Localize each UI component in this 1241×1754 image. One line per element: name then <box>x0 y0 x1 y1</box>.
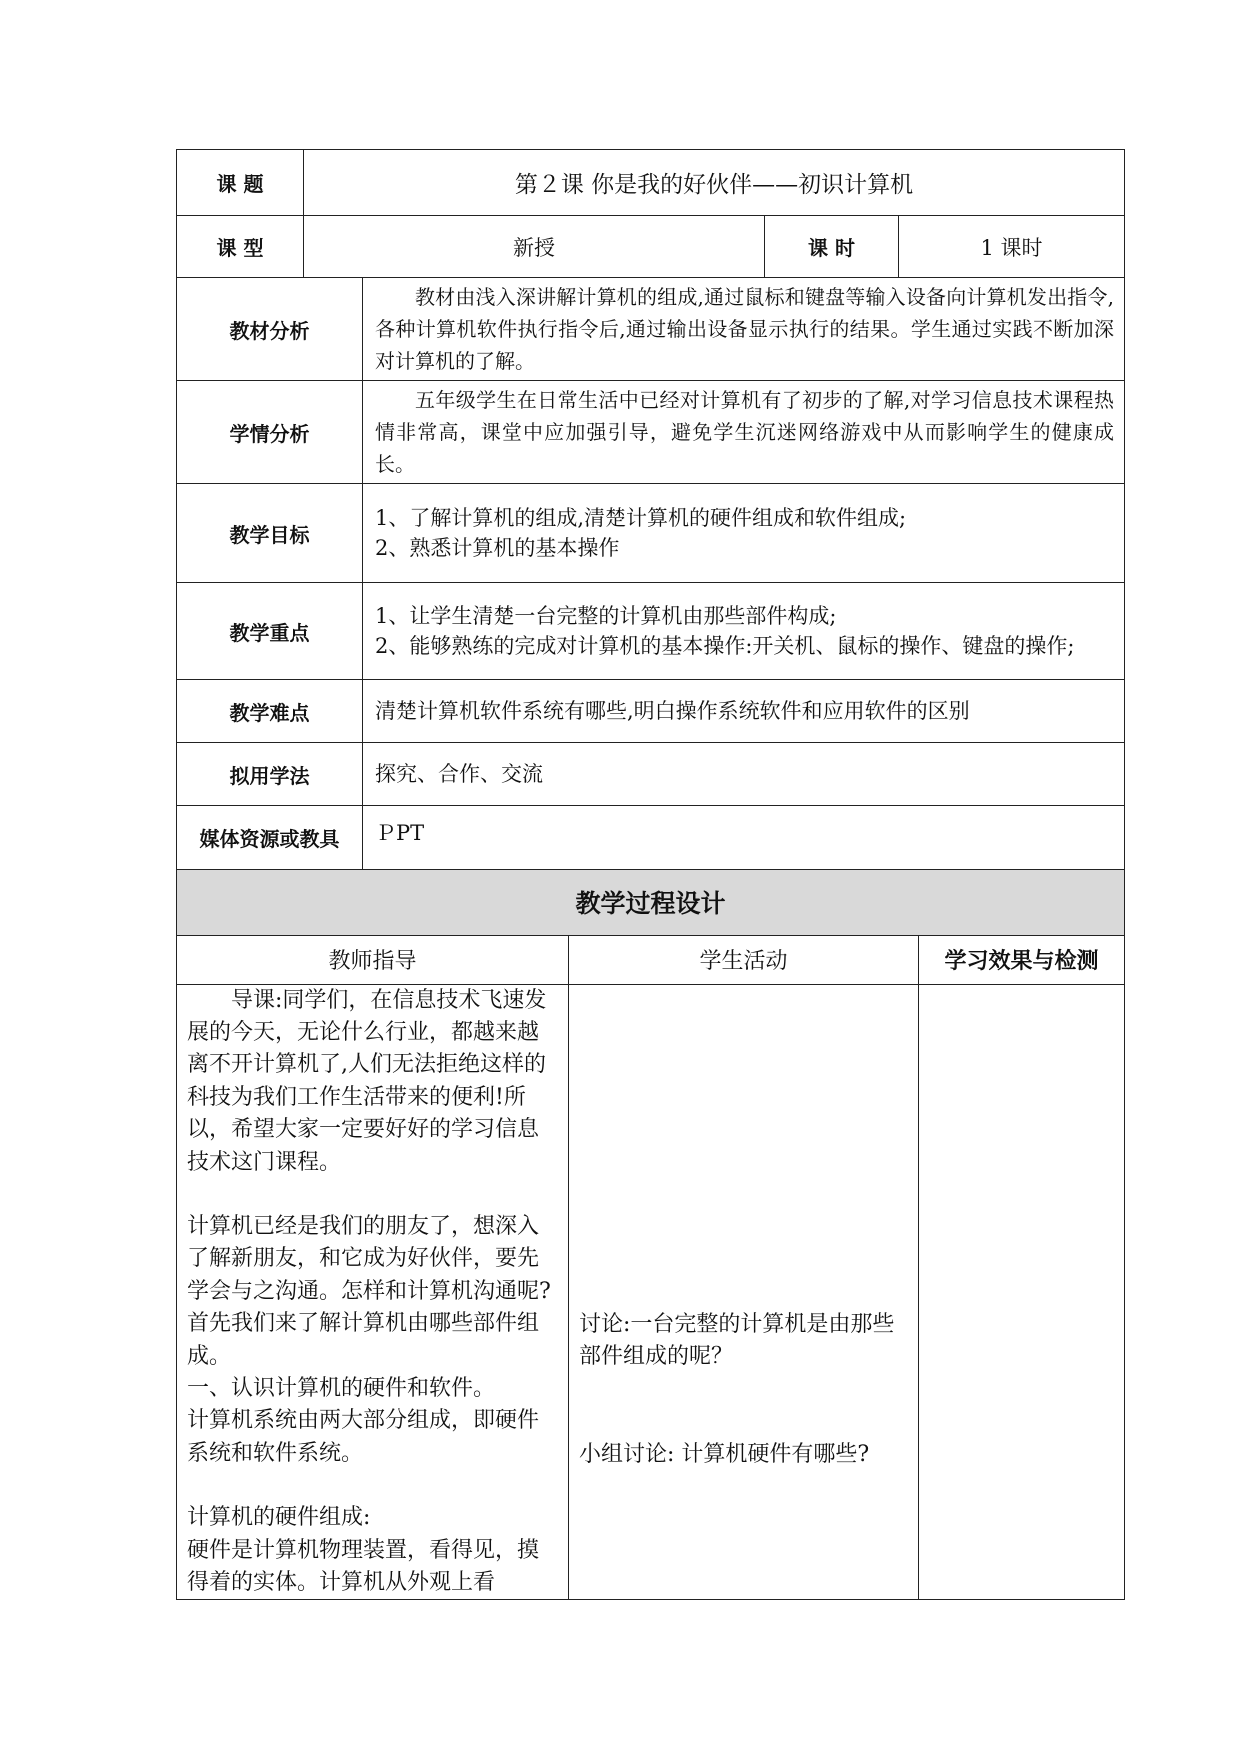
topic-value: 第２课 你是我的好伙伴——初识计算机 <box>304 150 1125 216</box>
teacher-paragraph-6: 硬件是计算机物理装置，看得见，摸得着的实体。计算机从外观上看 <box>187 1537 540 1595</box>
effect-cell <box>919 984 1125 1600</box>
student-analysis-row <box>177 381 1125 484</box>
col-student: 学生活动 <box>569 935 919 984</box>
key-point-label: 教学重点 <box>177 583 363 680</box>
teacher-paragraph-2: 计算机已经是我们的朋友了，想深入了解新朋友，和它成为好伙伴，要先学会与之沟通。怎样和计算机沟通呢?首先我们来了解计算机由哪些部件组成。 <box>187 1213 551 1369</box>
key-point-line-2: 2、能够熟练的完成对计算机的基本操作:开关机、鼠标的操作、键盘的操作; <box>375 634 1075 658</box>
teacher-guidance-cell <box>177 984 569 1600</box>
teacher-paragraph-4: 计算机系统由两大部分组成，即硬件系统和软件系统。 <box>187 1408 540 1466</box>
lesson-info-table <box>176 149 1125 870</box>
teacher-paragraph-3: 一、认识计算机的硬件和软件。 <box>187 1375 496 1401</box>
topic-row <box>177 150 1125 216</box>
col-effect: 学习效果与检测 <box>919 935 1125 984</box>
process-columns-row <box>177 935 1125 984</box>
key-point-line-1: 1、让学生清楚一台完整的计算机由那些部件构成; <box>375 604 837 628</box>
goal-line-2: 2、熟悉计算机的基本操作 <box>375 536 620 560</box>
media-label: 媒体资源或教具 <box>177 806 363 870</box>
student-analysis-text: 五年级学生在日常生活中已经对计算机有了初步的了解,对学习信息技术课程热情非常高，课堂中应加强引导，避免学生沉迷网络游戏中从而影响学生的健康成长。 <box>375 388 1114 476</box>
teacher-intro: 导课:同学们，在信息技术飞速发展的今天，无论什么行业，都越来越离不开计算机了,人们无法拒绝这样的科技为我们工作生活带来的便利!所以，希望大家一定要好好的学习信息技术这门课程。 <box>187 987 547 1175</box>
student-question-2: 小组讨论: 计算机硬件有哪些? <box>579 1442 870 1468</box>
section-title: 教学过程设计 <box>177 869 1125 935</box>
difficulty-row <box>177 680 1125 743</box>
teacher-paragraph-5: 计算机的硬件组成: <box>187 1505 371 1531</box>
lesson-plan-page <box>176 149 1124 1600</box>
topic-label: 课 题 <box>177 150 304 216</box>
difficulty-text: 清楚计算机软件系统有哪些,明白操作系统软件和应用软件的区别 <box>363 680 1125 743</box>
method-row <box>177 743 1125 806</box>
hours-label: 课 时 <box>765 216 899 278</box>
media-row <box>177 806 1125 870</box>
goal-row <box>177 484 1125 583</box>
goal-line-1: 1、了解计算机的组成,清楚计算机的硬件组成和软件组成; <box>375 506 907 530</box>
key-point-row <box>177 583 1125 680</box>
student-analysis-label: 学情分析 <box>177 381 363 484</box>
material-row <box>177 278 1125 381</box>
material-label: 教材分析 <box>177 278 363 381</box>
process-content-row <box>177 984 1125 1600</box>
process-table <box>176 869 1125 1601</box>
method-label: 拟用学法 <box>177 743 363 806</box>
hours-value: 1 课时 <box>899 216 1125 278</box>
student-question-1: 讨论:一台完整的计算机是由那些部件组成的呢？ <box>579 1311 895 1369</box>
method-text: 探究、合作、交流 <box>363 743 1125 806</box>
type-row <box>177 216 1125 278</box>
process-header-row <box>177 869 1125 935</box>
type-label: 课 型 <box>177 216 304 278</box>
col-teacher: 教师指导 <box>177 935 569 984</box>
difficulty-label: 教学难点 <box>177 680 363 743</box>
material-text: 教材由浅入深讲解计算机的组成,通过鼠标和键盘等输入设备向计算机发出指令,各种计算机软件执行指令后,通过输出设备显示执行的结果。学生通过实践不断加深对计算机的了解。 <box>375 285 1114 373</box>
media-text: ＰPT <box>363 806 1125 870</box>
student-activity-cell <box>569 984 919 1600</box>
type-value: 新授 <box>304 216 765 278</box>
goal-label: 教学目标 <box>177 484 363 583</box>
